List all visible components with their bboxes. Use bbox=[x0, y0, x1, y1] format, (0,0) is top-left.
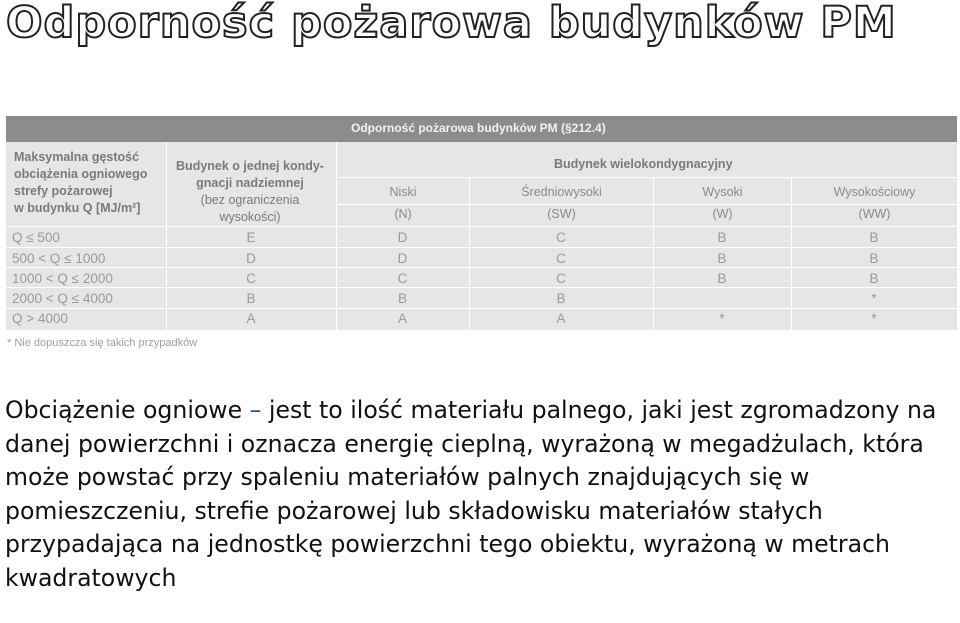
row-q-label: Q ≤ 500 bbox=[12, 230, 60, 245]
table-cell: B bbox=[397, 291, 407, 306]
definition-dash: – bbox=[242, 396, 269, 424]
table-cell: * bbox=[871, 311, 877, 326]
table-cell: C bbox=[246, 271, 256, 286]
divider bbox=[6, 247, 957, 248]
divider bbox=[6, 226, 957, 227]
row-q-label: 2000 < Q ≤ 4000 bbox=[12, 291, 113, 306]
table-cell: B bbox=[717, 251, 727, 266]
row-q-label: 1000 < Q ≤ 2000 bbox=[12, 271, 113, 286]
table-cell: B bbox=[246, 291, 256, 306]
table-cell: D bbox=[246, 251, 256, 266]
table-cell: E bbox=[246, 230, 256, 245]
table-cell: C bbox=[556, 251, 566, 266]
table-caption: Odporność pożarowa budynków PM (§212.4) bbox=[351, 121, 606, 135]
divider bbox=[6, 308, 957, 309]
header-single-storey: Budynek o jednej kondy- gnacji nadziemnej (bez ograniczenia wysokości) bbox=[176, 159, 324, 224]
definition-term: Obciążenie ogniowe bbox=[5, 396, 243, 424]
subheader-medium-high: Średniowysoki (SW) bbox=[521, 185, 602, 221]
table-cell: B bbox=[717, 230, 727, 245]
definition-paragraph bbox=[5, 394, 955, 595]
header-max-density: Maksymalna gęstość obciążenia ogniowego strefy pożarowej w budynku Q [MJ/m²] bbox=[14, 150, 148, 215]
table-cell: * bbox=[871, 291, 877, 306]
fire-resistance-table bbox=[6, 116, 957, 330]
divider bbox=[6, 287, 957, 288]
subheader-high: Wysoki (W) bbox=[702, 185, 743, 221]
table-cell: B bbox=[869, 230, 879, 245]
table-cell: B bbox=[869, 251, 879, 266]
row-q-label: 500 < Q ≤ 1000 bbox=[12, 251, 106, 266]
divider bbox=[6, 267, 957, 268]
table-cell: B bbox=[717, 271, 727, 286]
header-multi-storey: Budynek wielokondygnacyjny bbox=[554, 157, 733, 171]
table-cell: A bbox=[246, 311, 256, 326]
table-cell: C bbox=[556, 271, 566, 286]
table-cell: * bbox=[719, 311, 725, 326]
subheader-highrise: Wysokościowy (WW) bbox=[833, 185, 916, 221]
subheader-low: Niski (N) bbox=[389, 185, 417, 221]
definition-text: jest to ilość materiału palnego, jaki jest zgromadzony na danej powierzchni i oznacza energię cieplną, wyrażoną w megadżulach, która może powstać przy spaleniu materiałów palnych znajdujących się w pomieszczeniu, strefie pożarowej lub składowisku materiałów stałych przypadająca na jednostkę powierzchni tego obiektu, wyrażoną w metrach kwadratowych bbox=[5, 396, 937, 592]
table-cell: B bbox=[556, 291, 566, 306]
table-cell: D bbox=[397, 230, 408, 245]
table-caption-bar bbox=[6, 116, 957, 142]
table-cell: D bbox=[397, 251, 408, 266]
table-cell: C bbox=[397, 271, 408, 286]
divider bbox=[336, 177, 957, 178]
table-footnote: * Nie dopuszcza się takich przypadków bbox=[7, 337, 198, 349]
table-cell: B bbox=[869, 271, 879, 286]
table-cell: A bbox=[556, 311, 566, 326]
table-cell: C bbox=[556, 230, 566, 245]
slide-title: Odporność pożarowa budynków PM bbox=[6, 0, 897, 48]
row-q-label: Q > 4000 bbox=[12, 311, 68, 326]
table-cell: A bbox=[397, 311, 407, 326]
